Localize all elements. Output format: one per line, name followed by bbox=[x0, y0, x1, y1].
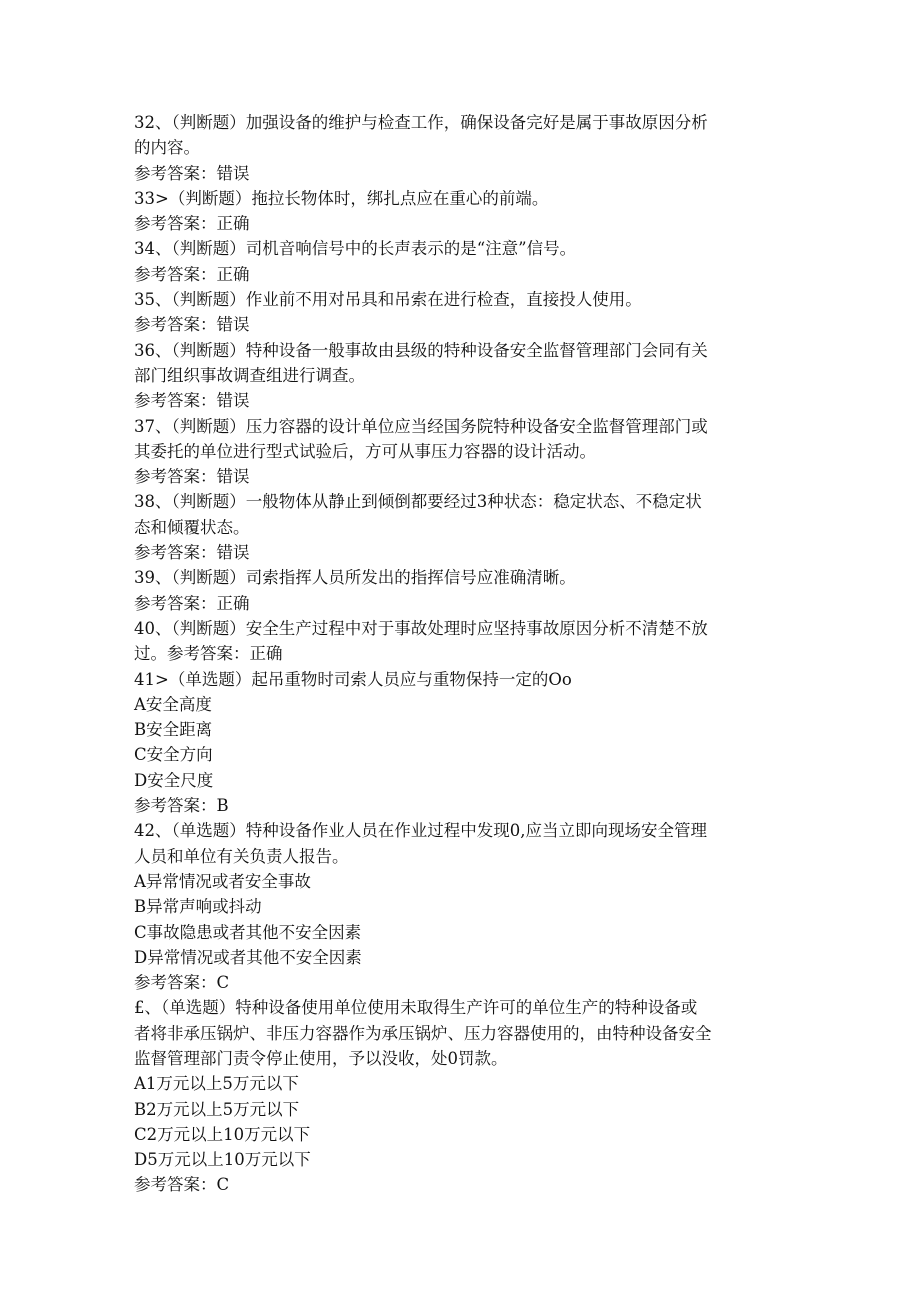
q43-option-a: A1万元以上5万元以下 bbox=[134, 1074, 299, 1094]
q41-option-c: C安全方向 bbox=[134, 745, 213, 765]
q33-line-1: 33>（判断题）拖拉长物体时，绑扎点应在重心的前端。 bbox=[134, 188, 549, 208]
q32-line-1: 32、（判断题）加强设备的维护与检查工作，确保设备完好是属于事故原因分析 bbox=[134, 113, 708, 132]
q37-line-1: 37、（判断题）压力容器的设计单位应当经国务院特种设备安全监督管理部门或 bbox=[134, 416, 708, 436]
document-page bbox=[134, 110, 789, 1198]
q34-answer: 参考答案：正确 bbox=[134, 264, 250, 284]
q43-option-b: B2万元以上5万元以下 bbox=[134, 1099, 300, 1119]
q34-line-1: 34、（判断题）司机音响信号中的长声表示的是“注意”信号。 bbox=[134, 239, 577, 259]
q38-line-1: 38、（判断题）一般物体从静止到倾倒都要经过3种状态：稳定状态、不稳定状 bbox=[134, 492, 702, 512]
q41-line-1: 41>（单选题）起吊重物时司索人员应与重物保持一定的Oo bbox=[134, 669, 572, 689]
q37-answer: 参考答案：错误 bbox=[134, 467, 250, 487]
q43-line-1: £、（单选题）特种设备使用单位使用未取得生产许可的单位生产的特种设备或 bbox=[134, 998, 698, 1018]
q35-line-1: 35、（判断题）作业前不用对吊具和吊索在进行检查，直接投人使用。 bbox=[134, 290, 642, 310]
q38-line-2: 态和倾覆状态。 bbox=[134, 517, 250, 537]
q42-option-b: B异常声响或抖动 bbox=[134, 897, 262, 917]
q39-line-1: 39、（判断题）司索指挥人员所发出的指挥信号应准确清晰。 bbox=[134, 568, 576, 588]
q42-option-a: A异常情况或者安全事故 bbox=[134, 871, 311, 891]
q32-line-2: 的内容。 bbox=[134, 138, 200, 158]
q43-answer: 参考答案：C bbox=[134, 1175, 230, 1195]
q42-answer: 参考答案：C bbox=[134, 973, 230, 993]
q42-option-c: C事故隐患或者其他不安全因素 bbox=[134, 922, 362, 942]
q32-answer: 参考答案：错误 bbox=[134, 163, 250, 183]
q39-answer: 参考答案：正确 bbox=[134, 593, 250, 613]
q36-line-1: 36、（判断题）特种设备一般事故由县级的特种设备安全监督管理部门会同有关 bbox=[134, 340, 708, 360]
q43-line-2: 者将非承压锅炉、非压力容器作为承压锅炉、压力容器使用的，由特种设备安全 bbox=[134, 1023, 712, 1043]
q40-line-2-answer: 过。参考答案：正确 bbox=[134, 644, 283, 664]
q41-option-b: B安全距离 bbox=[134, 720, 213, 740]
q43-option-c: C2万元以上10万元以下 bbox=[134, 1124, 311, 1144]
q42-line-1: 42、（单选题）特种设备作业人员在作业过程中发现0,应当立即向现场安全管理 bbox=[134, 821, 707, 841]
q43-option-d: D5万元以上10万元以下 bbox=[134, 1150, 311, 1170]
q36-answer: 参考答案：错误 bbox=[134, 391, 250, 411]
q36-line-2: 部门组织事故调查组进行调查。 bbox=[134, 365, 365, 385]
q41-option-d: D安全尺度 bbox=[134, 770, 214, 790]
q43-line-3: 监督管理部门责令停止使用，予以没收，处0罚款。 bbox=[134, 1048, 508, 1068]
q41-option-a: A安全高度 bbox=[134, 694, 212, 714]
q41-answer: 参考答案：B bbox=[134, 796, 229, 816]
q42-line-2: 人员和单位有关负责人报告。 bbox=[134, 846, 349, 866]
q40-line-1: 40、（判断题）安全生产过程中对于事故处理时应坚持事故原因分析不清楚不放 bbox=[134, 618, 708, 638]
q33-answer: 参考答案：正确 bbox=[134, 214, 250, 234]
q42-option-d: D异常情况或者其他不安全因素 bbox=[134, 947, 362, 967]
q38-answer: 参考答案：错误 bbox=[134, 543, 250, 563]
q37-line-2: 其委托的单位进行型式试验后，方可从事压力容器的设计活动。 bbox=[134, 441, 596, 461]
q35-answer: 参考答案：错误 bbox=[134, 315, 250, 335]
